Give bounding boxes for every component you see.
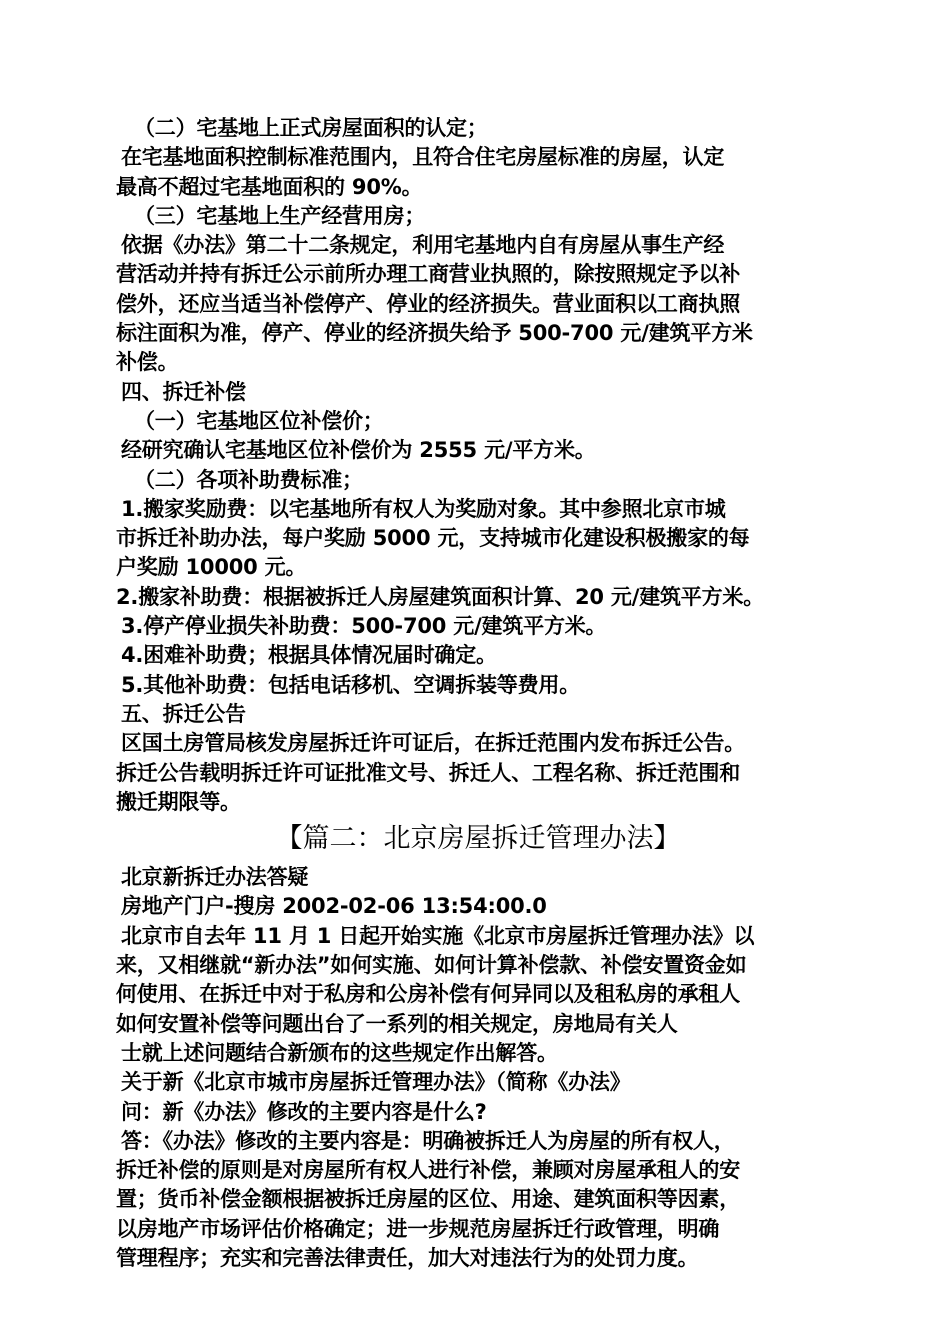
text-line: 拆迁补偿的原则是对房屋所有权人进行补偿，兼顾对房屋承租人的安 [116,1158,740,1183]
question-line: 问：新《办法》修改的主要内容是什么? [121,1099,487,1124]
text-line: 拆迁公告载明拆迁许可证批准文号、拆迁人、工程名称、拆迁范围和 [116,760,740,785]
text-line: 市拆迁补助办法，每户奖励 5000 元，支持城市化建设积极搬家的每 [116,526,750,551]
text-line: 标注面积为准，停产、停业的经济损失给予 500-700 元/建筑平方米 [116,321,753,346]
article-source: 房地产门户-搜房 2002-02-06 13:54:00.0 [121,894,547,919]
text-line: 3.停产停业损失补助费：500-700 元/建筑平方米。 [121,614,607,639]
text-line: （三）宅基地上生产经营用房； [134,203,426,228]
text-line: 士就上述问题结合新颁布的这些规定作出解答。 [121,1040,558,1065]
section-title: 四、拆迁补偿 [121,379,246,404]
text-line: 4.困难补助费；根据具体情况届时确定。 [121,643,497,668]
document-body [116,114,840,1273]
text-line: 1.搬家奖励费：以宅基地所有权人为奖励对象。其中参照北京市城 [121,496,726,521]
text-line: 来，又相继就“新办法”如何实施、如何计算补偿款、补偿安置资金如 [116,953,747,978]
text-line: 搬迁期限等。 [116,789,241,814]
text-line: 如何安置补偿等问题出台了一系列的相关规定，房地局有关人 [116,1011,678,1036]
text-line: 以房地产市场评估价格确定；进一步规范房屋拆迁行政管理，明确 [116,1216,720,1241]
text-line: 经研究确认宅基地区位补偿价为 2555 元/平方米。 [121,438,596,463]
text-line: 依据《办法》第二十二条规定，利用宅基地内自有房屋从事生产经 [121,233,725,258]
text-line: 区国土房管局核发房屋拆迁许可证后，在拆迁范围内发布拆迁公告。 [121,731,745,756]
text-line: 关于新《北京市城市房屋拆迁管理办法》（简称《办法》 [121,1070,631,1095]
text-line: 5.其他补助费：包括电话移机、空调拆装等费用。 [121,672,580,697]
text-line: 在宅基地面积控制标准范围内，且符合住宅房屋标准的房屋，认定 [121,145,725,170]
text-line: 偿外，还应当适当补偿停产、停业的经济损失。营业面积以工商执照 [116,291,740,316]
answer-line: 答：《办法》修改的主要内容是：明确被拆迁人为房屋的所有权人， [121,1128,735,1153]
text-line: （二）各项补助费标准； [134,467,363,492]
text-line: 补偿。 [116,350,179,375]
text-line: 营活动并持有拆迁公示前所办理工商营业执照的，除按照规定予以补 [116,262,740,287]
text-line: 何使用、在拆迁中对于私房和公房补偿有何异同以及租私房的承租人 [116,982,740,1007]
text-line: 2.搬家补助费：根据被拆迁人房屋建筑面积计算、20 元/建筑平方米。 [116,584,764,609]
text-line: 北京市自去年 11 月 1 日起开始实施《北京市房屋拆迁管理办法》以 [121,923,755,948]
article-title: 北京新拆迁办法答疑 [121,865,309,890]
section-title: 五、拆迁公告 [121,701,246,726]
text-line: 管理程序；充实和完善法律责任，加大对违法行为的处罚力度。 [116,1245,699,1270]
text-line: （二）宅基地上正式房屋面积的认定； [134,116,488,140]
text-line: 户奖励 10000 元。 [116,555,307,580]
text-line: 最高不超过宅基地面积的 90%。 [116,174,423,199]
text-line: （一）宅基地区位补偿价； [134,408,384,433]
text-line: 置；货币补偿金额根据被拆迁房屋的区位、用途、建筑面积等因素， [116,1187,740,1212]
part-heading: 【篇二：北京房屋拆迁管理办法】 [275,823,681,855]
